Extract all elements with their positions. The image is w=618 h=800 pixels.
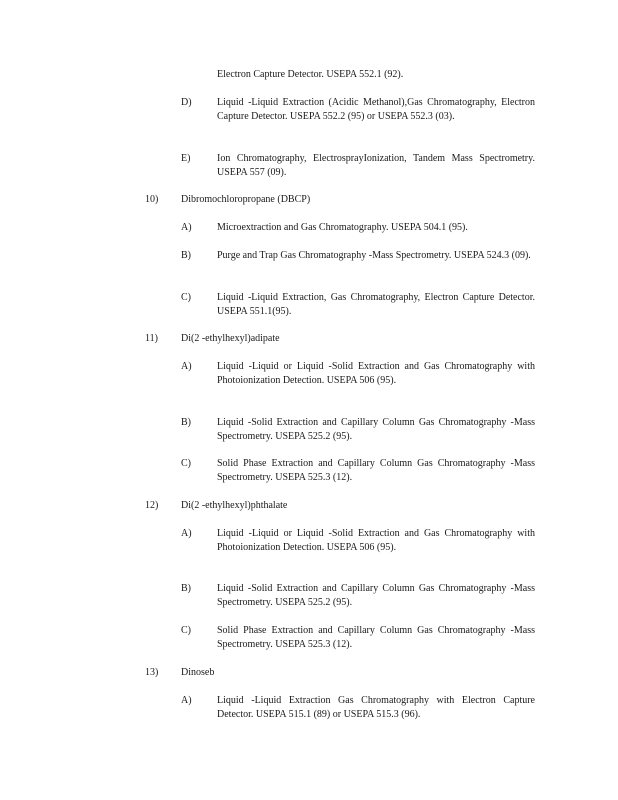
entry-text: Liquid -Liquid or Liquid -Solid Extraction and Gas Chromatography with Photoionization Detection. USEPA 506 (95). bbox=[217, 361, 535, 386]
entry-text: Purge and Trap Gas Chromatography -Mass Spectrometry. USEPA 524.3 (09). bbox=[217, 250, 531, 261]
item-title: Di(2 -ethylhexyl)phthalate bbox=[181, 500, 288, 511]
entry-letter: A) bbox=[181, 222, 192, 233]
entry-text: Liquid -Liquid Extraction, Gas Chromatography, Electron Capture Detector. USEPA 551.1(95). bbox=[217, 292, 535, 317]
entry-text: Liquid -Liquid or Liquid -Solid Extraction and Gas Chromatography with Photoionization Detection. USEPA 506 (95). bbox=[217, 528, 535, 553]
item-title: Di(2 -ethylhexyl)adipate bbox=[181, 333, 280, 344]
entry-text: Liquid -Solid Extraction and Capillary Column Gas Chromatography -Mass Spectrometry. USEPA 525.2 (95). bbox=[217, 583, 535, 608]
entry-letter: C) bbox=[181, 292, 191, 303]
item-number: 10) bbox=[145, 194, 159, 205]
entry-text: Solid Phase Extraction and Capillary Column Gas Chromatography -Mass Spectrometry. USEPA 525.3 (12). bbox=[217, 458, 535, 483]
entry-text: Solid Phase Extraction and Capillary Column Gas Chromatography -Mass Spectrometry. USEPA 525.3 (12). bbox=[217, 625, 535, 650]
entry-text: Ion Chromatography, ElectrosprayIonization, Tandem Mass Spectrometry. USEPA 557 (09). bbox=[217, 153, 535, 178]
entry-letter: A) bbox=[181, 695, 192, 706]
entry-c-continuation: Electron Capture Detector. USEPA 552.1 (92). bbox=[217, 69, 404, 80]
entry-letter: B) bbox=[181, 417, 191, 428]
entry-letter: D) bbox=[181, 97, 192, 108]
entry-letter: A) bbox=[181, 361, 192, 372]
item-number: 12) bbox=[145, 500, 159, 511]
entry-text: Liquid -Solid Extraction and Capillary Column Gas Chromatography -Mass Spectrometry. USEPA 525.2 (95). bbox=[217, 417, 535, 442]
entry-text: Liquid -Liquid Extraction (Acidic Methanol),Gas Chromatography, Electron Capture Detector. USEPA 552.2 (95) or USEPA 552.3 (03). bbox=[217, 97, 535, 122]
entry-text: Microextraction and Gas Chromatography. USEPA 504.1 (95). bbox=[217, 222, 468, 233]
entry-text: Liquid -Liquid Extraction Gas Chromatography with Electron Capture Detector. USEPA 515.1 (89) or USEPA 515.3 (96). bbox=[217, 695, 535, 720]
item-title: Dinoseb bbox=[181, 667, 215, 678]
item-number: 13) bbox=[145, 667, 159, 678]
entry-letter: E) bbox=[181, 153, 191, 164]
entry-letter: B) bbox=[181, 583, 191, 594]
entry-letter: B) bbox=[181, 250, 191, 261]
entry-letter: A) bbox=[181, 528, 192, 539]
entry-letter: C) bbox=[181, 458, 191, 469]
item-number: 11) bbox=[145, 333, 158, 344]
entry-letter: C) bbox=[181, 625, 191, 636]
item-title: Dibromochloropropane (DBCP) bbox=[181, 194, 311, 205]
